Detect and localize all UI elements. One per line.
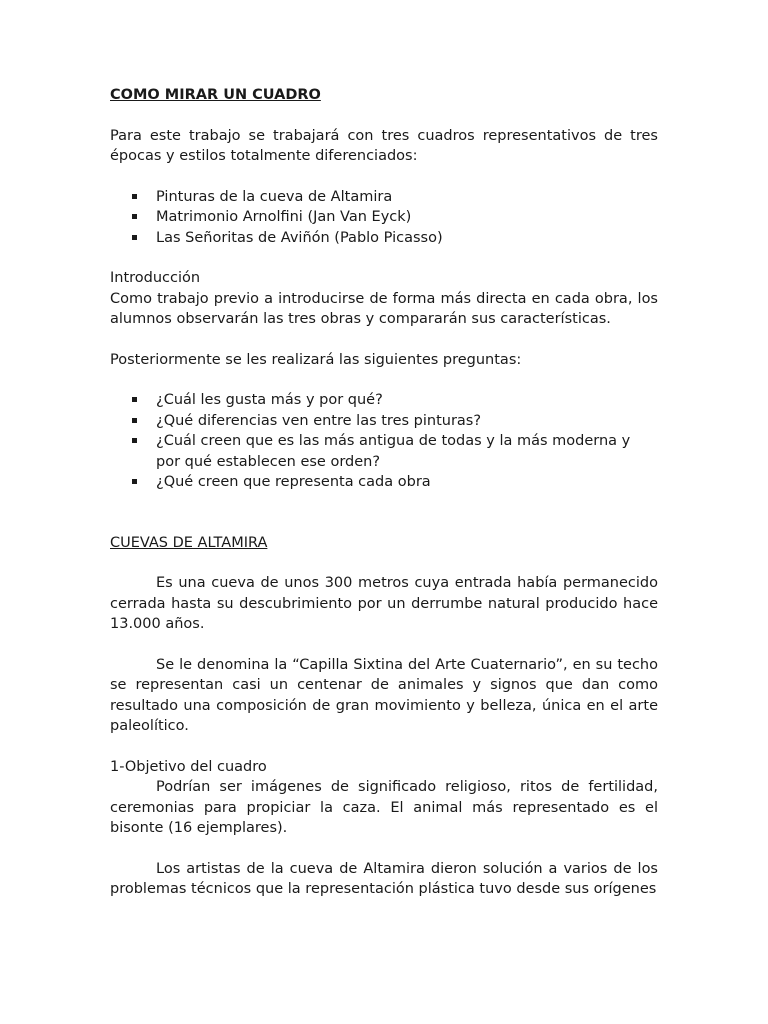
document-title: COMO MIRAR UN CUADRO — [110, 87, 321, 103]
altamira-paragraph-1: Es una cueva de unos 300 metros cuya entrada había permanecido cerrada hasta su descubrimiento por un derrumbe natural producido hace 13.000 años. — [110, 575, 658, 632]
works-list — [110, 187, 658, 249]
introduccion-heading: Introducción — [110, 270, 201, 286]
list-item: ¿Qué creen que representa cada obra — [110, 472, 658, 493]
introduccion-text: Como trabajo previo a introducirse de forma más directa en cada obra, los alumnos observarán las tres obras y compararán sus características. — [110, 290, 658, 327]
document-page — [110, 85, 658, 920]
altamira-paragraph-2: Se le denomina la “Capilla Sixtina del Arte Cuaternario”, en su techo se representan casi un centenar de animales y signos que dan como resultado una composición de gran movimiento y belleza, única en el arte paleolítico. — [110, 656, 658, 734]
list-item: ¿Cuál creen que es las más antigua de todas y la más moderna y por qué establecen ese orden? — [110, 431, 658, 472]
intro-paragraph: Para este trabajo se trabajará con tres cuadros representativos de tres épocas y estilos totalmente diferenciados: — [110, 127, 658, 164]
list-item: ¿Qué diferencias ven entre las tres pinturas? — [110, 411, 658, 432]
altamira-paragraph-3: Los artistas de la cueva de Altamira dieron solución a varios de los problemas técnicos que la representación plástica tuvo desde sus orígenes — [110, 860, 658, 897]
list-item: Matrimonio Arnolfini (Jan Van Eyck) — [110, 207, 658, 228]
altamira-heading: CUEVAS DE ALTAMIRA — [110, 534, 268, 551]
questions-intro: Posteriormente se les realizará las siguientes preguntas: — [110, 351, 522, 368]
questions-list — [110, 390, 658, 493]
objective-text: Podrían ser imágenes de significado religioso, ritos de fertilidad, ceremonias para propiciar la caza. El animal más representado es el bisonte (16 ejemplares). — [110, 779, 658, 836]
objective-heading: 1-Objetivo del cuadro — [110, 758, 267, 775]
list-item: ¿Cuál les gusta más y por qué? — [110, 390, 658, 411]
list-item: Pinturas de la cueva de Altamira — [110, 187, 658, 208]
list-item: Las Señoritas de Aviñón (Pablo Picasso) — [110, 228, 658, 249]
